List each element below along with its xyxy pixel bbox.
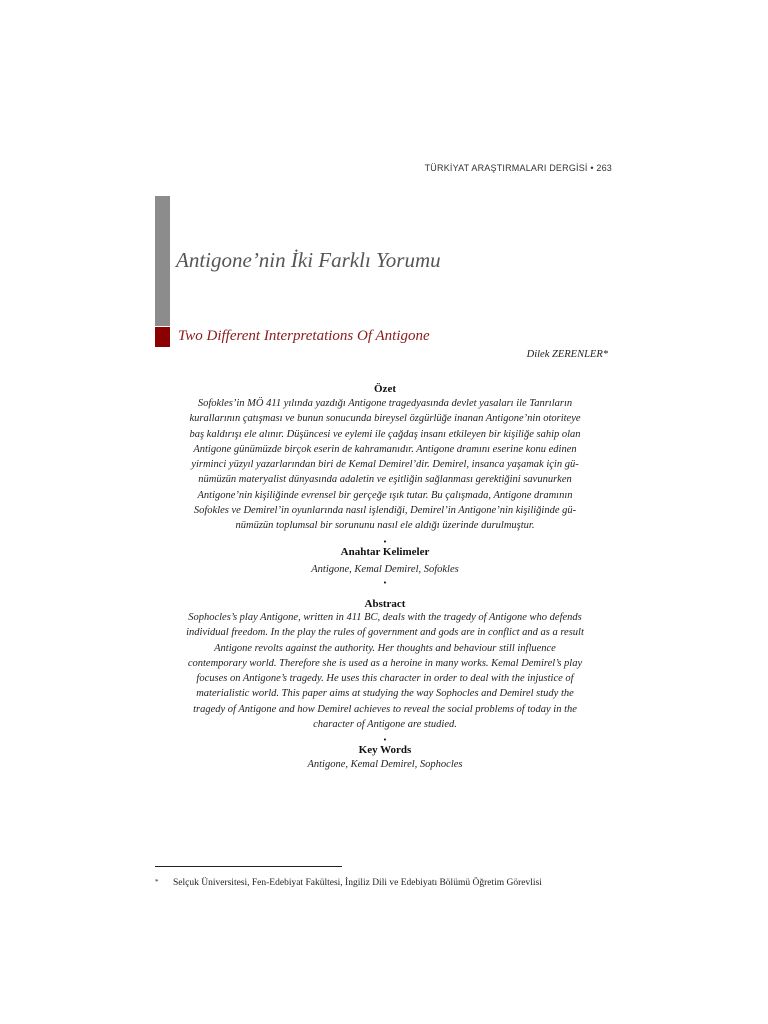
abstract-body (160, 610, 610, 732)
ozet-section (160, 383, 610, 546)
anahtar-section (160, 546, 610, 587)
ozet-line: nümüzün materyalist dünyasında adaletin ve eşitliğin sağlanması gerektiğini savunurken (198, 474, 572, 486)
subtitle-decoration-block (155, 327, 170, 347)
title-decoration-bar (155, 196, 170, 326)
anahtar-heading: Anahtar Kelimeler (340, 546, 430, 558)
ozet-heading: Özet (374, 383, 396, 395)
abstract-section (160, 598, 610, 744)
ozet-line: kurallarının çatışması ve bunun sonucunda bireysel özgürlüğe inanan Antigone’nin otoriteye (189, 413, 581, 425)
abstract-line: tragedy of Antigone and how Demirel achieves to reveal the social problems of today in the (193, 703, 577, 715)
ozet-line: Sofokles’in MÖ 411 yılında yazdığı Antigone tragedyasında devlet yasaları ile Tanrıların (197, 398, 573, 409)
article-title-turkish: Antigone’nin İki Farklı Yorumu (176, 248, 441, 272)
ozet-line: Antigone’nin kişiliğinde evrensel bir gerçeğe ışık tutar. Bu çalışmada, Antigone dramının (197, 489, 573, 501)
abstract-heading: Abstract (364, 598, 406, 610)
abstract-line: individual freedom. In the play the rules of government and gods are in conflict and as a result (186, 627, 584, 639)
ozet-line: yirminci yüzyıl yazarlarından biri de Kemal Demirel’dir. Demirel, insanca yaşamak için gü- (191, 459, 579, 471)
footnote-text: Selçuk Üniversitesi, Fen-Edebiyat Fakültesi, İngiliz Dili ve Edebiyatı Bölümü Öğretim Görevlisi (173, 878, 542, 888)
footnote-mark: * (155, 878, 159, 886)
keywords-text: Antigone, Kemal Demirel, Sophocles (307, 759, 463, 770)
footnote (155, 878, 615, 888)
ozet-body (160, 396, 610, 534)
abstract-line: Antigone revolts against the authority. Her thoughts and behaviour still influence (214, 642, 556, 654)
running-header: TÜRKİYAT ARAŞTIRMALARI DERGİSİ • 263 (424, 163, 612, 173)
abstract-line: focuses on Antigone’s tragedy. He uses this character in order to deal with the injustice of (196, 673, 574, 685)
separator-bullet: • (382, 537, 388, 546)
anahtar-text: Antigone, Kemal Demirel, Sofokles (311, 564, 459, 575)
ozet-line: nümüzün toplumsal bir sorununu nasıl ele aldığı üzerinde durulmuştur. (235, 520, 535, 532)
ozet-line: Sofokles ve Demirel’in oyunlarında nasıl işlendiği, Demirel’in Antigone’nin kişiliğinde gü- (193, 505, 577, 517)
keywords-section (160, 744, 610, 772)
separator-bullet: • (382, 579, 388, 588)
ozet-line: baş kaldırışı ele alınır. Düşüncesi ve eylemi ile çağdaş insanı etkileyen bir kişiliğe sahip olan (189, 428, 581, 440)
author-name: Dilek ZERENLER* (526, 349, 608, 360)
keywords-heading: Key Words (358, 744, 412, 756)
abstract-line: Sophocles’s play Antigone, written in 411 BC, deals with the tragedy of Antigone who defends (188, 612, 582, 623)
abstract-line: contemporary world. Therefore she is used as a heroine in many works. Kemal Demirel’s play (187, 657, 583, 669)
ozet-line: Antigone günümüzde birçok eserin de kahramanıdır. Antigone dramını eserine konu edinen (193, 443, 577, 455)
abstract-line: materialistic world. This paper aims at studying the way Sophocles and Demirel study the (196, 688, 574, 700)
abstract-line: character of Antigone are studied. (313, 719, 457, 731)
separator-bullet: • (382, 736, 388, 745)
footnote-rule (155, 866, 342, 867)
article-title-english: Two Different Interpretations Of Antigone (178, 328, 430, 344)
